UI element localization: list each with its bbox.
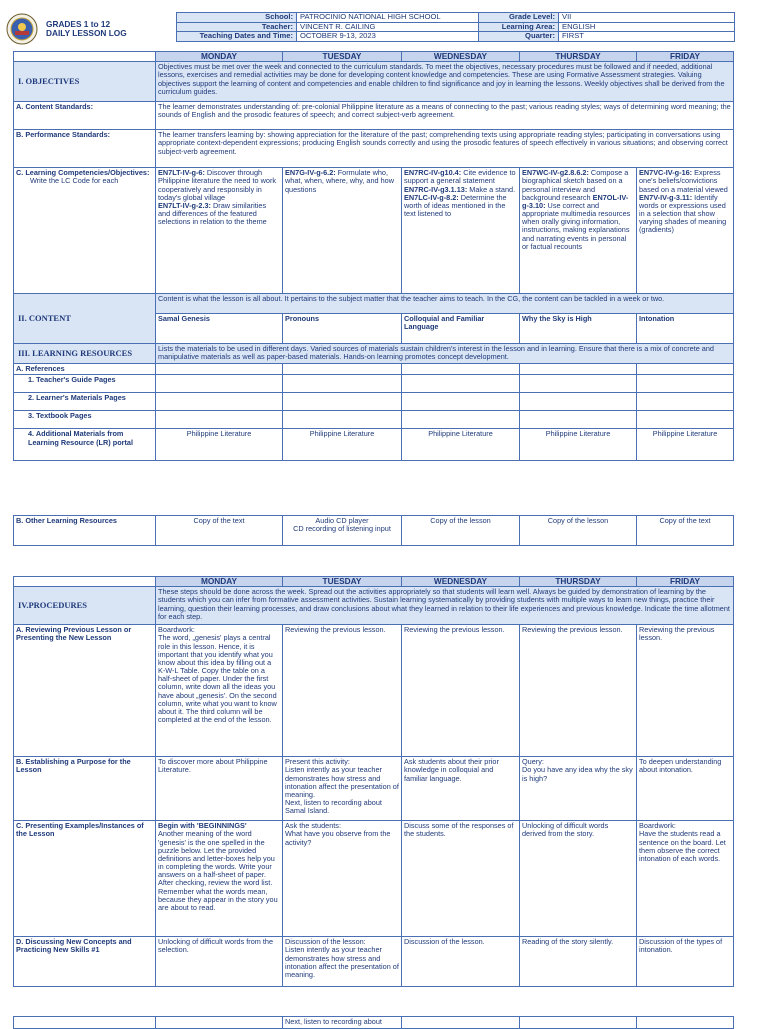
procedure-b-tuesday: Present this activity: Listen intently as your teacher demonstrates how stress and intonation affect the presentation of meaning. Next, listen to recording about Samal Island.	[283, 757, 402, 821]
title-line2: DAILY LESSON LOG	[46, 28, 127, 39]
lc-code: EN7VC-IV-g-16:	[639, 168, 693, 178]
lc-code: EN7RC-IV-g10.4:	[404, 168, 462, 178]
additional-materials-monday: Philippine Literature	[156, 429, 283, 461]
procedure-c-wednesday: Discuss some of the responses of the students.	[402, 821, 520, 937]
procedure-a-thursday: Reviewing the previous lesson.	[520, 625, 637, 757]
lc-code: EN7LC-IV-g-8.2:	[404, 192, 459, 202]
teacher-label: Teacher:	[177, 22, 297, 32]
procedures-table	[13, 576, 734, 987]
day-header-monday: MONDAY	[156, 52, 283, 62]
content-topic-tuesday: Pronouns	[283, 314, 402, 344]
content-topic-thursday: Why the Sky is High	[520, 314, 637, 344]
content-title: II. CONTENT	[14, 294, 156, 344]
lc-code: EN7LT-IV-g-6:	[158, 168, 205, 178]
day-header-tuesday: TUESDAY	[283, 577, 402, 587]
lc-code: EN7OL-IV-g-3.10:	[522, 192, 629, 210]
additional-materials-thursday: Philippine Literature	[520, 429, 637, 461]
grade-label: Grade Level:	[479, 13, 559, 23]
procedure-b-wednesday: Ask students about their prior knowledge in colloquial and familiar language.	[402, 757, 520, 821]
area-value: ENGLISH	[559, 22, 735, 32]
procedure-d-friday: Discussion of the types of intonation.	[637, 937, 734, 987]
procedure-c-tuesday: Ask the students: What have you observe from the activity?	[283, 821, 402, 937]
resources-description: Lists the materials to be used in different days. Varied sources of materials sustain children's interest in the lesson and in learning. Ensure that there is a mix of concrete and manipulative materials as well as paper-based materials. Hands-on learning promotes concept development.	[156, 344, 734, 364]
lc-code: EN7LT-IV-g-2.3:	[158, 200, 211, 210]
performance-standards-label: B. Performance Standards:	[14, 130, 156, 168]
lc-code: EN7V-IV-g-3.11:	[639, 192, 693, 202]
header-info-table	[176, 12, 735, 42]
content-standards-text: The learner demonstrates understanding of: pre-colonial Philippine literature as a means of connecting to the past; various reading styles; ways of determining word meaning; the sounds of English and the prosodic features of speech; and correct subject-verb agreement.	[156, 102, 734, 130]
lc-text: Cite evidence to support a general statement	[404, 168, 516, 186]
lc-code: EN7RC-IV-g3.1.13:	[404, 184, 468, 194]
lc-text: Draw similarities and differences of the featured selections in relation to the theme	[158, 200, 267, 227]
competency-friday	[637, 168, 734, 294]
content-standards-label: A. Content Standards:	[14, 102, 156, 130]
additional-materials-wednesday: Philippine Literature	[402, 429, 520, 461]
additional-materials-label: 4. Additional Materials from Learning Resource (LR) portal	[14, 429, 156, 461]
other-resources-monday: Copy of the text	[156, 516, 283, 546]
competency-thursday	[520, 168, 637, 294]
procedure-a-tuesday: Reviewing the previous lesson.	[283, 625, 402, 757]
procedure-b-thursday: Query: Do you have any idea why the sky is high?	[520, 757, 637, 821]
other-resources-table	[13, 515, 734, 546]
lc-code: EN7WC-IV-g2.8.6.2:	[522, 168, 589, 178]
teacher-value: VINCENT R. CAILING	[297, 22, 479, 32]
procedure-c-friday: Boardwork: Have the students read a sentence on the board. Let them observe the correct intonation of each words.	[637, 821, 734, 937]
objectives-title: I. OBJECTIVES	[14, 62, 156, 102]
lc-text: Formulate who, what, when, where, why, and how questions	[285, 168, 394, 194]
continuation-tuesday: Next, listen to recording about	[283, 1017, 402, 1029]
lc-text: Determine the worth of ideas mentioned in the text listened to	[404, 192, 507, 219]
competencies-note: Write the LC Code for each	[30, 176, 119, 186]
dates-label: Teaching Dates and Time:	[177, 32, 297, 42]
other-resources-wednesday: Copy of the lesson	[402, 516, 520, 546]
references-label: A. References	[14, 364, 156, 375]
content-description: Content is what the lesson is all about. It pertains to the subject matter that the teacher aims to teach. In the CG, the content can be tackled in a week or two.	[156, 294, 734, 314]
procedure-d-label: D. Discussing New Concepts and Practicing New Skills #1	[14, 937, 156, 987]
area-label: Learning Area:	[479, 22, 559, 32]
dates-value: OCTOBER 9-13, 2023	[297, 32, 479, 42]
content-topic-wednesday: Colloquial and Familiar Language	[402, 314, 520, 344]
procedure-a-friday: Reviewing the previous lesson.	[637, 625, 734, 757]
other-resources-tuesday: Audio CD player CD recording of listening input	[283, 516, 402, 546]
other-resources-friday: Copy of the text	[637, 516, 734, 546]
grade-value: VII	[559, 13, 735, 23]
lc-text: Use correct and appropriate multimedia resources when orally giving information, instructions, making explanations and narrating events in personal or factual recounts	[522, 200, 631, 251]
objectives-content-resources-table	[13, 51, 734, 461]
procedure-a-wednesday: Reviewing the previous lesson.	[402, 625, 520, 757]
objectives-description: Objectives must be met over the week and connected to the curriculum standards. To meet the objectives, necessary procedures must be followed and if needed, additional lessons, exercises and remedial activities may be done for developing content knowledge and competencies. These are using Formative Assessment strategies. Valuing objectives support the learning of content and competencies and enable children to find significance and joy in learning the lessons. Weekly objectives shall be derived from the curriculum guides.	[156, 62, 734, 102]
competency-tuesday	[283, 168, 402, 294]
competencies-label: C. Learning Competencies/Objectives:	[16, 168, 150, 178]
title-line1: GRADES 1 to 12	[46, 19, 111, 29]
other-resources-thursday: Copy of the lesson	[520, 516, 637, 546]
performance-standards-text: The learner transfers learning by: showing appreciation for the literature of the past; comprehending texts using appropriate reading styles; participating in conversations using appropriate context-dependent expressions; producing English sounds correctly and using the prosodic features of speech effectively in various situations; and observing correct subject-verb agreement.	[156, 130, 734, 168]
day-header-monday: MONDAY	[156, 577, 283, 587]
deped-seal-logo	[6, 13, 38, 45]
procedure-c-monday-heading: Begin with 'BEGINNINGS'	[158, 821, 247, 831]
school-value: PATROCINIO NATIONAL HIGH SCHOOL	[297, 13, 479, 23]
day-header-tuesday: TUESDAY	[283, 52, 402, 62]
dll-title	[46, 20, 127, 38]
day-header-thursday: THURSDAY	[520, 52, 637, 62]
procedure-c-label: C. Presenting Examples/Instances of the Lesson	[14, 821, 156, 937]
competency-wednesday	[402, 168, 520, 294]
school-label: School:	[177, 13, 297, 23]
lc-text: Make a stand.	[467, 184, 516, 194]
competency-monday	[156, 168, 283, 294]
additional-materials-tuesday: Philippine Literature	[283, 429, 402, 461]
teachers-guide-label: 1. Teacher's Guide Pages	[14, 375, 156, 393]
quarter-label: Quarter:	[479, 32, 559, 42]
other-resources-label: B. Other Learning Resources	[14, 516, 156, 546]
quarter-value: FIRST	[559, 32, 735, 42]
day-header-wednesday: WEDNESDAY	[402, 52, 520, 62]
procedure-d-thursday: Reading of the story silently.	[520, 937, 637, 987]
procedure-b-label: B. Establishing a Purpose for the Lesson	[14, 757, 156, 821]
lc-text: Identify words or expressions used in a selection that show varying shades of meaning (gradients)	[639, 192, 727, 235]
content-topic-monday: Samal Genesis	[156, 314, 283, 344]
procedure-a-monday: Boardwork: The word, „genesis' plays a central role in this lesson. Hence, it is important that you identify what you know about this idea by filling out a K-W-L Table. Copy the table on a half-sheet of paper. Under the first column, write down all the ideas you have about „genesis'. On the second column, write what you want to know about it. The third column will be completed at the end of the lesson.	[156, 625, 283, 757]
procedure-d-tuesday: Discussion of the lesson: Listen intently as your teacher demonstrates how stress and intonation affect the presentation of meaning.	[283, 937, 402, 987]
day-header-thursday: THURSDAY	[520, 577, 637, 587]
learners-materials-label: 2. Learner's Materials Pages	[14, 393, 156, 411]
lc-text: Compose a biographical sketch based on a personal interview and background research	[522, 168, 629, 202]
content-topic-friday: Intonation	[637, 314, 734, 344]
day-header-friday: FRIDAY	[637, 577, 734, 587]
lc-text: Discover through Philippine literature the need to work cooperatively and responsibly in today's global village	[158, 168, 277, 202]
additional-materials-friday: Philippine Literature	[637, 429, 734, 461]
procedure-c-monday	[156, 821, 283, 937]
lc-code: EN7G-IV-g-6.2:	[285, 168, 336, 178]
procedure-c-thursday: Unlocking of difficult words derived from the story.	[520, 821, 637, 937]
day-header-friday: FRIDAY	[637, 52, 734, 62]
lc-text: Express one's beliefs/convictions based on a material viewed	[639, 168, 728, 194]
procedures-description: These steps should be done across the week. Spread out the activities appropriately so that students will learn well. Always be guided by demonstration of learning by the students which you can infer from formative assessment activities. Sustain learning systematically by providing students with multiple ways to learn new things, practice their learning, question their learning processes, and draw conclusions about what they learned in relation to their life experiences and previous knowledge. Indicate the time allotment for each step.	[156, 587, 734, 625]
resources-title: III. LEARNING RESOURCES	[14, 344, 156, 364]
procedure-b-friday: To deepen understanding about intonation.	[637, 757, 734, 821]
procedure-b-monday: To discover more about Philippine Literature.	[156, 757, 283, 821]
procedure-d-wednesday: Discussion of the lesson.	[402, 937, 520, 987]
competencies-label-cell	[14, 168, 156, 294]
day-header-wednesday: WEDNESDAY	[402, 577, 520, 587]
procedure-a-label: A. Reviewing Previous Lesson or Presenting the New Lesson	[14, 625, 156, 757]
procedure-c-monday-text: Another meaning of the word 'genesis' is the one spelled in the puzzle below. Let the provided definitions and letter-boxes help you in completing the words. Write your answers on a half-sheet of paper. After checking, review the word list. Remember what the words mean, because they appear in the story you are about to read.	[158, 829, 278, 912]
procedure-d-monday: Unlocking of difficult words from the selection.	[156, 937, 283, 987]
procedures-title: IV.PROCEDURES	[14, 587, 156, 625]
textbook-pages-label: 3. Textbook Pages	[14, 411, 156, 429]
procedures-continuation-table	[13, 1016, 734, 1029]
